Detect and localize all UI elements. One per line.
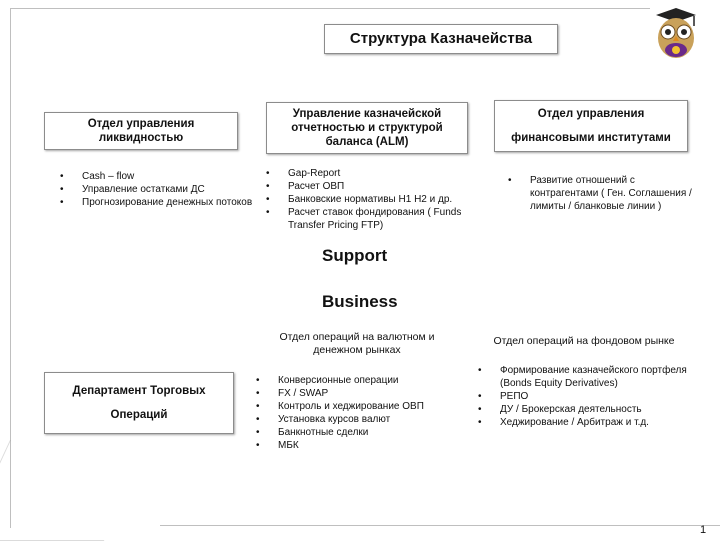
list-item: • Контроль и хеджирование ОВП [278,400,468,413]
list-item: • Управление остатками ДС [82,183,254,196]
trading-dept-box [44,372,234,434]
list-item: • Развитие отношений с контрагентами ( Ген. Соглашения / лимиты / бланковые линии ) [530,174,700,213]
alm-dept-list [272,167,484,232]
list-item: • ДУ / Брокерская деятельность [500,403,710,416]
alm-dept-box: Управление казначейской отчетностью и структурой баланса (ALM) [266,102,468,154]
list-item: • Cash – flow [82,170,254,183]
trading-dept-title-line2: Операций [110,409,168,421]
frame-top-line [10,8,650,9]
list-item: • Формирование казначейского портфеля (Bonds Equity Derivatives) [500,364,710,390]
list-item: • Хеджирование / Арбитраж и т.д. [500,416,710,429]
list-item: • Gap-Report [288,167,484,180]
fx-money-dept-title: Отдел операций на валютном и денежном рынках [279,331,435,356]
securities-dept-title: Отдел операций на фондовом рынке [493,335,675,347]
list-item: • Банкнотные сделки [278,426,468,439]
list-item: • Прогнозирование денежных потоков [82,196,254,209]
footer-line [160,525,720,526]
owl-graduate-icon [650,6,702,62]
business-section-label: Business [322,292,398,311]
liquidity-dept-list [66,170,254,209]
frame-corner-decoration [0,440,151,541]
fin-institutions-dept-box [494,100,688,152]
list-item: • РЕПО [500,390,710,403]
trading-dept-title-line1: Департамент Торговых [72,385,206,397]
securities-dept-list [484,364,710,429]
support-section-label: Support [322,246,388,265]
list-item: • МБК [278,439,468,452]
list-item: • Расчет ОВП [288,180,484,193]
list-item: • Конверсионные операции [278,374,468,387]
fin-institutions-title-line1: Отдел управления [537,108,645,120]
liquidity-dept-box: Отдел управления ликвидностью [44,112,238,150]
page-title: Структура Казначейства [324,24,558,54]
fin-institutions-title-line2: финансовыми институтами [511,132,671,144]
list-item: • FX / SWAP [278,387,468,400]
fin-institutions-list [514,174,700,213]
list-item: • Расчет ставок фондирования ( Funds Transfer Pricing FTP) [288,206,484,232]
list-item: • Банковские нормативы Н1 Н2 и др. [288,193,484,206]
list-item: • Установка курсов валют [278,413,468,426]
page-number: 1 [700,524,707,536]
fx-money-dept-list [262,374,468,452]
